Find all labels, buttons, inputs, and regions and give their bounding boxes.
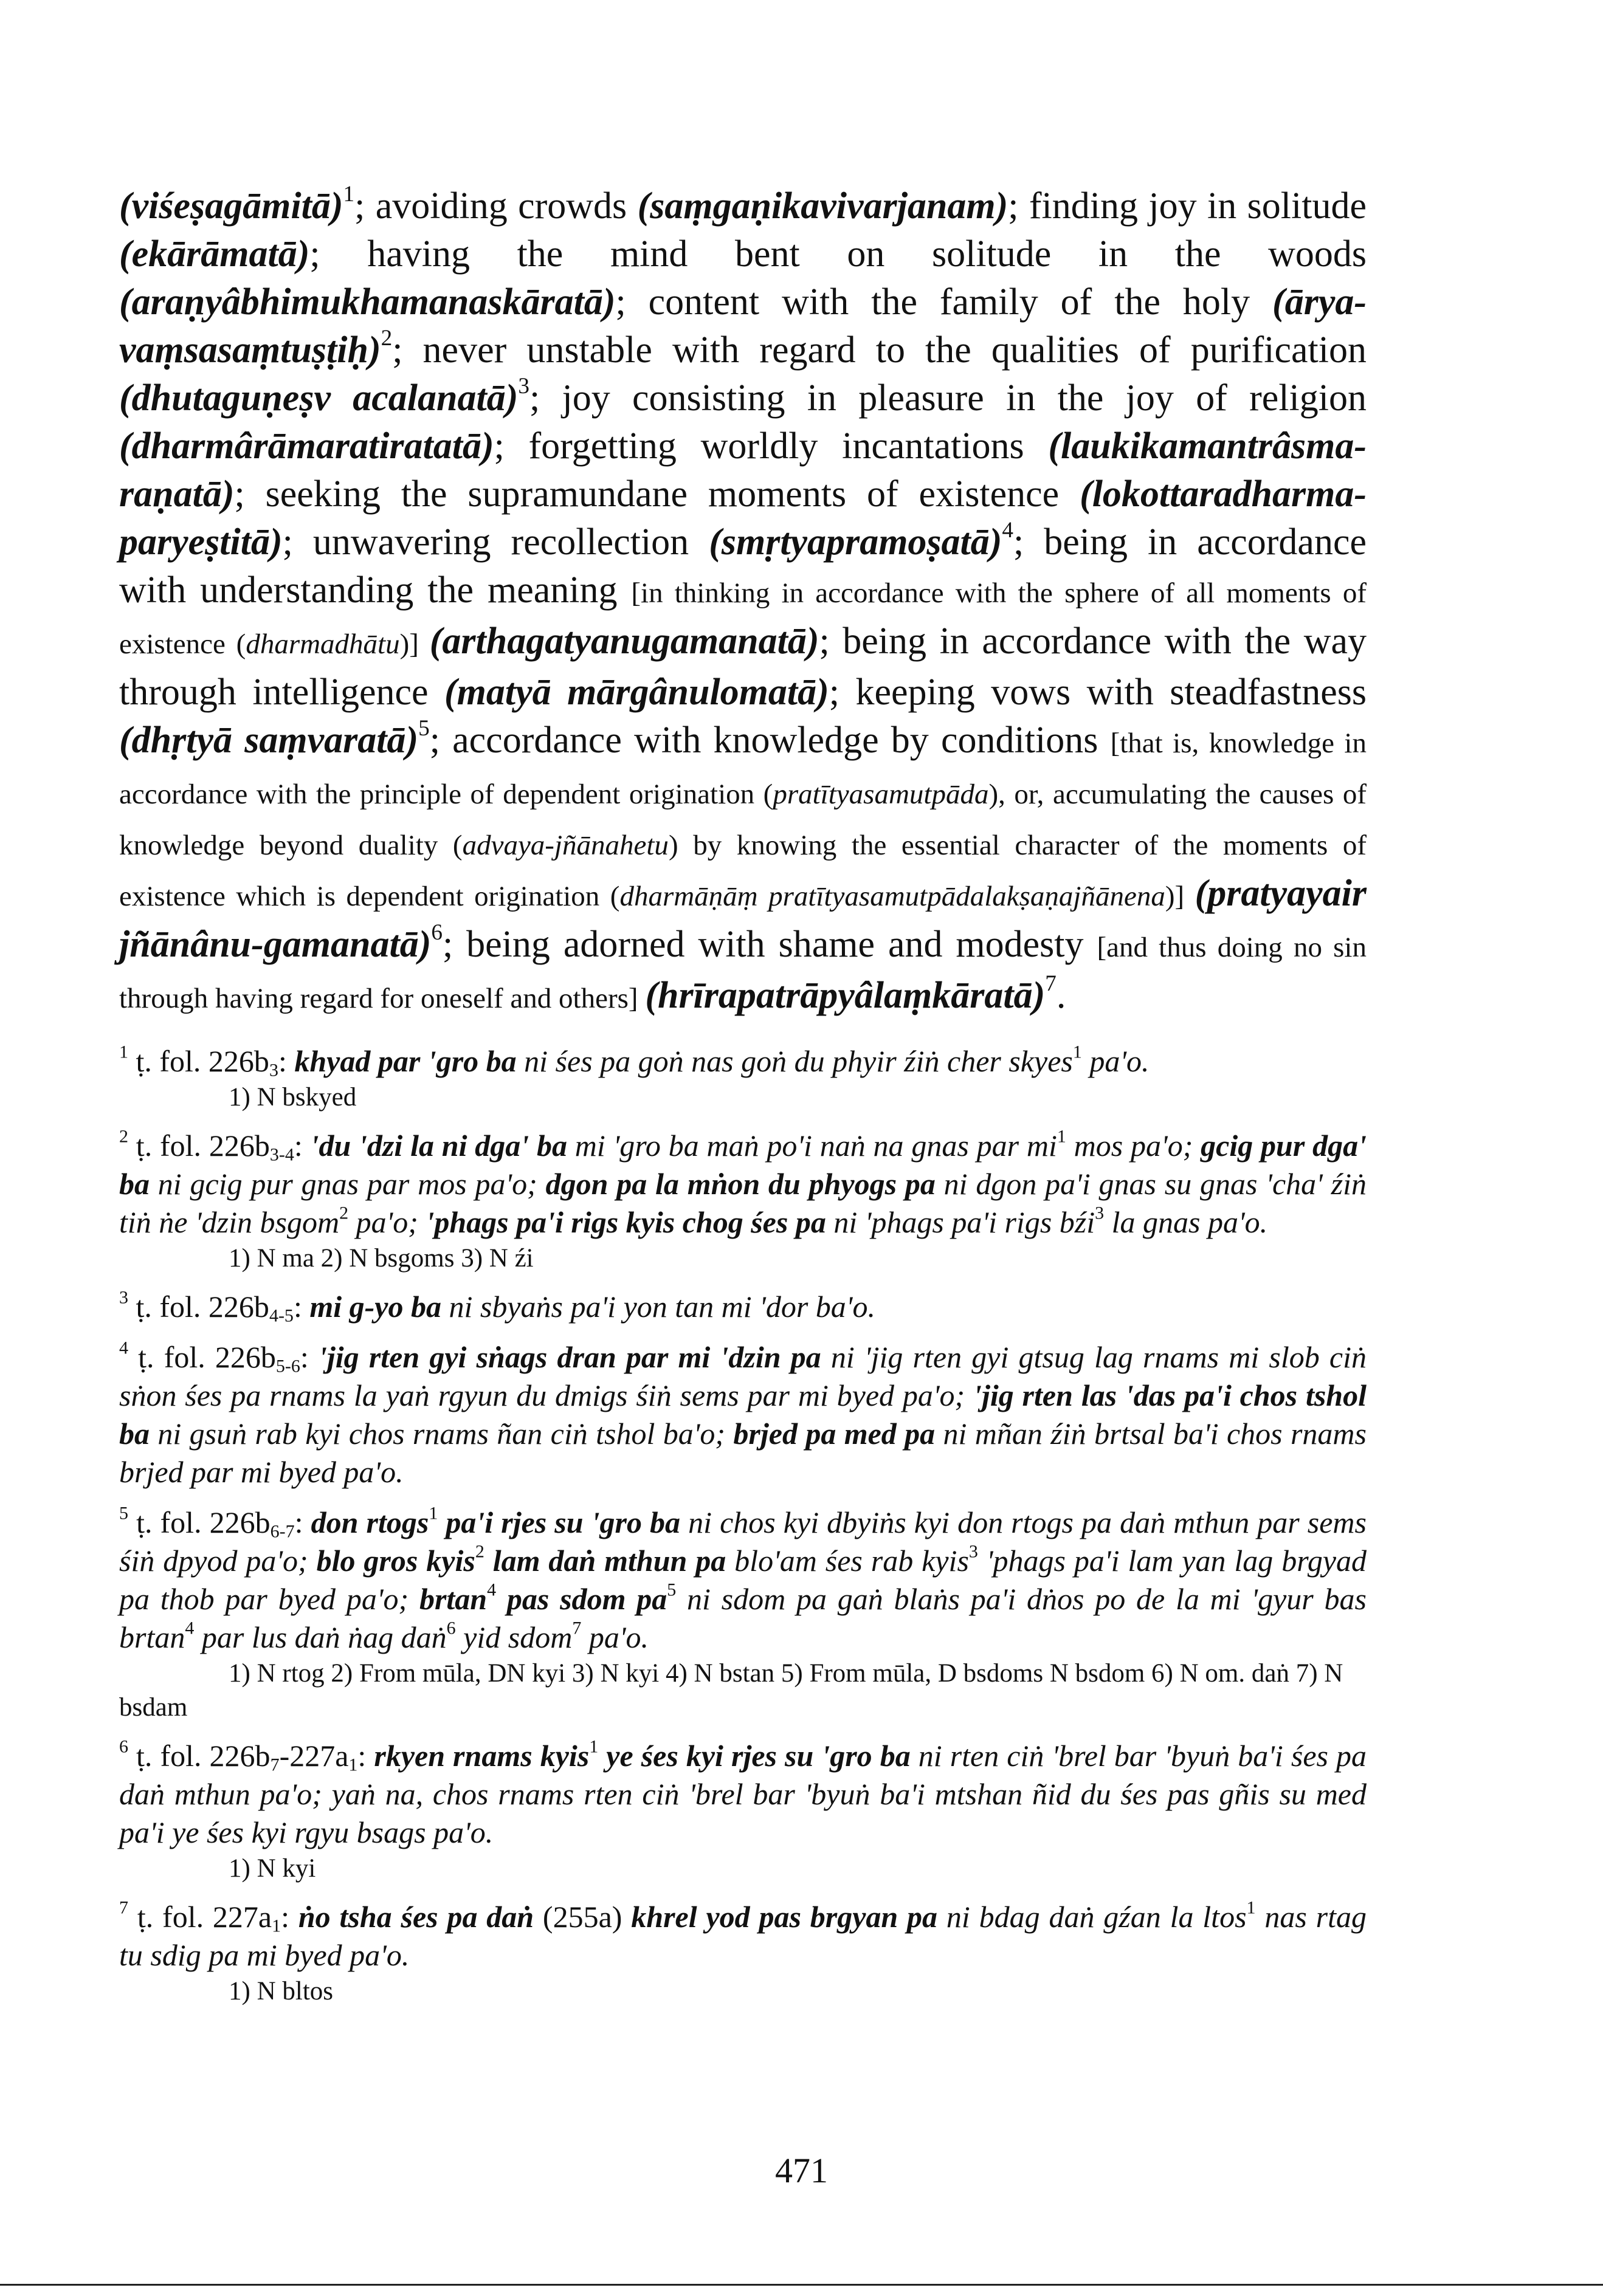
tibetan-text: 'phags pa'i lam yan lag brgyad pa thob par byed pa'o; [119, 1544, 1367, 1616]
variant-readings: 1) N ma 2) N bsgoms 3) N źi [229, 1244, 534, 1273]
footnote-number: 1 [119, 1042, 128, 1062]
footnote [119, 1338, 1367, 1491]
sanskrit-term: rkyen rnams kyis [374, 1739, 590, 1773]
body-text: ; content with the family of the holy [615, 281, 1273, 323]
footnote-text [119, 1127, 1367, 1242]
sanskrit-term: (dharmârāmaratiratatā) [119, 425, 494, 467]
tibetan-text: yid sdom [455, 1620, 573, 1654]
tibetan-text: ni dgon pa'i gnas su gnas 'cha' źiṅ tiṅ ṅe 'dzin bsgom [119, 1167, 1367, 1239]
sanskrit-term: pa'i rjes su 'gro ba [438, 1505, 681, 1539]
tibetan-text: ni gcig pur gnas par mos pa'o; [150, 1167, 546, 1201]
sanskrit-term: 'du 'dzi la ni dga' ba [310, 1129, 567, 1163]
tibetan-text: ni gsuṅ rab kyi chos rnams ñan ciṅ tshol ba'o; [150, 1417, 734, 1451]
tibetan-text: ni sbyaṅs pa'i yon tan mi 'dor ba'o. [441, 1290, 875, 1324]
variant-readings: 1) N bltos [229, 1977, 333, 2006]
sanskrit-term: (hrīrapatrāpyâlaṃkāratā) [645, 975, 1046, 1016]
body-text: ; keeping vows with steadfastness [829, 672, 1367, 713]
footnote-marker: 3 [1095, 1203, 1105, 1223]
footnote [119, 1127, 1367, 1276]
tibetan-text: par lus daṅ ṅag daṅ [194, 1620, 447, 1654]
folio-reference: ṭ. fol. $226b_{6-7}$: [128, 1505, 303, 1542]
sanskrit-term: (ārya-vaṃsasaṃtuṣṭiḥ) [119, 281, 1367, 371]
footnote-number: 5 [119, 1503, 128, 1524]
footnote-marker: 6 [446, 1618, 456, 1638]
sanskrit-term: (viśeṣagāmitā) [119, 185, 343, 227]
body-text: . [1056, 975, 1066, 1016]
bracketed-gloss: ), or, accumulating the causes of knowledge beyond duality ( [119, 779, 1367, 861]
sanskrit-term: brtan [419, 1582, 488, 1616]
footnotes [119, 1042, 1367, 2009]
footnote-text [119, 1288, 1367, 1326]
body-text: ; joy consisting in pleasure in the joy of religion [529, 377, 1367, 419]
footnote [119, 1042, 1367, 1115]
tibetan-text: ni sdom pa gaṅ blaṅs pa'i dṅos po de la mi 'gyur bas brtan [119, 1582, 1367, 1654]
sanskrit-term: ṅo tsha śes pa daṅ [298, 1900, 534, 1934]
folio-reference: ṭ. fol. $226b_{5-6}$: [128, 1340, 309, 1377]
sanskrit-term: gcig pur dga' ba [119, 1129, 1367, 1201]
footnote-marker: 4 [487, 1579, 497, 1600]
body-text: ; forgetting worldly incantations [494, 425, 1049, 467]
tibetan-text: ni 'jig rten gyi gtsug lag rnams mi slob ciṅ sṅon śes pa rnams la yaṅ rgyun du dmigs śiṅ sems par mi byed pa'o; [119, 1340, 1367, 1412]
tibetan-text: ni chos kyi dbyiṅs kyi don rtogs pa daṅ mthun par sems śiṅ dpyod pa'o; [119, 1505, 1367, 1578]
footnote-marker: 3 [518, 374, 529, 399]
bracketed-gloss: [in thinking in accordance with the sphere of all moments of existence ( [119, 577, 1367, 660]
page-number: 471 [775, 2151, 828, 2190]
sanskrit-term: mi g-yo ba [309, 1290, 441, 1324]
tibetan-text: nas rtag tu sdig pa mi byed pa'o. [119, 1900, 1367, 1972]
sanskrit-term: (araṇyâbhimukhamanaskāratā) [119, 281, 616, 323]
sanskrit-term: dgon pa la mṅon du phyogs pa [545, 1167, 936, 1201]
footnote-marker: 4 [185, 1618, 195, 1638]
variant-readings: 1) N bskyed [229, 1083, 357, 1112]
footnote-marker: 7 [1045, 971, 1057, 997]
footnote [119, 1288, 1367, 1326]
footnote-marker: 1 [429, 1503, 438, 1524]
sanskrit-term: 'jig rten las 'das pa'i chos tshol ba [119, 1378, 1367, 1451]
sanskrit-term: ye śes kyi rjes su 'gro ba [598, 1739, 911, 1773]
tibetan-text: ni śes pa goṅ nas goṅ du phyir źiṅ cher skyes [516, 1044, 1073, 1078]
body-text: ; being adorned with shame and modesty [442, 924, 1097, 965]
sanskrit-term: (saṃgaṇikavivarjanam) [637, 185, 1008, 227]
tibetan-text: la gnas pa'o. [1104, 1205, 1268, 1239]
footnote-text [119, 1504, 1367, 1657]
sanskrit-term: khrel yod pas brgyan pa [631, 1900, 938, 1934]
footnote-marker: 2 [339, 1203, 349, 1223]
footnote-text [119, 1042, 1367, 1081]
sanskrit-term: khyad par 'gro ba [294, 1044, 517, 1078]
footnote-number: 4 [119, 1338, 128, 1358]
footnote-marker: 3 [968, 1541, 978, 1562]
folio-reference: ṭ. fol. $227a_1$: [128, 1900, 290, 1936]
tibetan-text: pa'o. [1081, 1044, 1150, 1078]
footnote-marker: 1 [1072, 1042, 1082, 1062]
sanskrit-term: pas sdom pa [496, 1582, 667, 1616]
folio-ref: (255a) [534, 1900, 632, 1934]
sanskrit-term: (pratyayair jñānânu-gamanatā) [119, 873, 1367, 965]
tibetan-text: ni bdag daṅ gźan la ltos [937, 1900, 1247, 1934]
body-text: ; unwavering recollection [282, 521, 709, 563]
footnote-number: 2 [119, 1126, 128, 1147]
bracketed-gloss: [and thus doing no sin through having regard for oneself and others] [119, 932, 1367, 1014]
footnote-marker: 1 [343, 182, 355, 207]
body-text: ; accordance with knowledge by conditions [429, 720, 1111, 761]
sanskrit-term: (dhṛtyā saṃvaratā) [119, 720, 419, 761]
variant-readings: 1) N kyi [229, 1854, 316, 1883]
sanskrit-term: 'phags pa'i rigs kyis chog śes pa [426, 1205, 826, 1239]
main-paragraph [119, 182, 1367, 1023]
sanskrit-term: (dhutaguṇeṣv acalanatā) [119, 377, 519, 419]
tibetan-text: pa'o; [348, 1205, 426, 1239]
body-text: ; seeking the supramundane moments of existence [234, 473, 1080, 515]
tibetan-text: pa'o. [581, 1620, 649, 1654]
bracketed-gloss: )] [399, 628, 430, 660]
footnote-number: 7 [119, 1897, 128, 1918]
tibetan-text: ni mñan źiṅ brtsal ba'i chos rnams brjed par mi byed pa'o. [119, 1417, 1367, 1489]
folio-reference: ṭ. fol. $226b_7-227a_1$: [128, 1739, 367, 1775]
bracketed-gloss-term: dharmāṇāṃ pratītyasamutpādalakṣaṇajñānena [619, 881, 1165, 912]
body-text: ; finding joy in solitude [1008, 185, 1367, 227]
footnote-marker: 1 [589, 1736, 599, 1757]
footnote-text [119, 1737, 1367, 1852]
tibetan-text: ni 'phags pa'i rigs bźi [826, 1205, 1095, 1239]
sanskrit-term: brjed pa med pa [733, 1417, 936, 1451]
sanskrit-term: (lokottaradharma-paryeṣtitā) [119, 473, 1367, 563]
page-content [119, 182, 1367, 2009]
tibetan-text: mos pa'o; [1066, 1129, 1201, 1163]
folio-reference: ṭ. fol. $226b_{3-4}$: [128, 1129, 303, 1165]
folio-reference: ṭ. fol. $226b_3$: [128, 1044, 287, 1081]
footnote-number: 6 [119, 1736, 128, 1757]
body-text: ; being in accordance with the way through intelligence [119, 620, 1367, 713]
footnote [119, 1898, 1367, 2009]
bracketed-gloss: )] [1165, 881, 1195, 912]
sanskrit-term: (matyā mārgânulomatā) [444, 672, 829, 713]
footnote-marker: 1 [1057, 1126, 1066, 1147]
bracketed-gloss-term: pratītyasamutpāda [773, 779, 989, 810]
footnote-marker: 1 [1246, 1897, 1256, 1918]
footnote-marker: 2 [475, 1541, 484, 1562]
sanskrit-term: 'jig rten gyi sṅags dran par mi 'dzin pa [319, 1340, 821, 1374]
folio-reference: ṭ. fol. $226b_{4-5}$: [128, 1290, 302, 1326]
sanskrit-term: (arthagatyanugamanatā) [429, 620, 819, 662]
footnote-marker: 4 [1002, 518, 1014, 543]
sanskrit-term: lam daṅ mthun pa [484, 1544, 726, 1578]
footnote [119, 1737, 1367, 1886]
footnote-marker: 7 [572, 1618, 582, 1638]
footnote-text [119, 1338, 1367, 1491]
tibetan-text: mi 'gro ba maṅ po'i naṅ na gnas par mi [567, 1129, 1057, 1163]
bracketed-gloss: [that is, knowledge in accordance with the principle of dependent origination ( [119, 727, 1367, 810]
footnote-text [119, 1898, 1367, 1975]
footnote-number: 3 [119, 1287, 128, 1308]
bottom-scan-edge [0, 2284, 1603, 2286]
footnote-marker: 5 [418, 716, 430, 741]
sanskrit-term: (laukikamantrâsma-raṇatā) [119, 425, 1367, 515]
bracketed-gloss-term: dharmadhātu [246, 628, 400, 660]
tibetan-text: ni rten ciṅ 'brel bar 'byuṅ ba'i śes pa daṅ mthun pa'o; yaṅ na, chos rnams rten ciṅ 'brel bar 'byuṅ ba'i mtshan ñid du śes pas gñis su med pa'i ye śes kyi rgyu bsags pa'o. [119, 1739, 1367, 1849]
sanskrit-term: blo gros kyis [316, 1544, 475, 1578]
bracketed-gloss-term: advaya-jñānahetu [462, 830, 669, 861]
footnote [119, 1504, 1367, 1725]
body-text: ; having the mind bent on solitude in the woods [309, 233, 1367, 275]
footnote-marker: 5 [667, 1579, 677, 1600]
sanskrit-term: (ekārāmatā) [119, 233, 310, 275]
sanskrit-term: don rtogs [311, 1505, 429, 1539]
body-text: ; avoiding crowds [354, 185, 638, 227]
footnote-marker: 6 [431, 920, 443, 946]
variant-readings: 1) N rtog 2) From mūla, DN kyi 3) N kyi 4) N bstan 5) From mūla, D bsdoms N bsdom 6) N om. daṅ 7) N bsdam [119, 1659, 1343, 1722]
footnote-marker: 2 [381, 326, 393, 351]
body-text: ; never unstable with regard to the qualities of purification [392, 329, 1367, 371]
bracketed-gloss: ) by knowing the essential character of the moments of existence which is dependent origination ( [119, 830, 1367, 912]
sanskrit-term: (smṛtyapramoṣatā) [709, 521, 1002, 563]
body-text: ; being in accordance with understanding the meaning [119, 521, 1367, 611]
tibetan-text: blo'am śes rab kyis [726, 1544, 969, 1578]
